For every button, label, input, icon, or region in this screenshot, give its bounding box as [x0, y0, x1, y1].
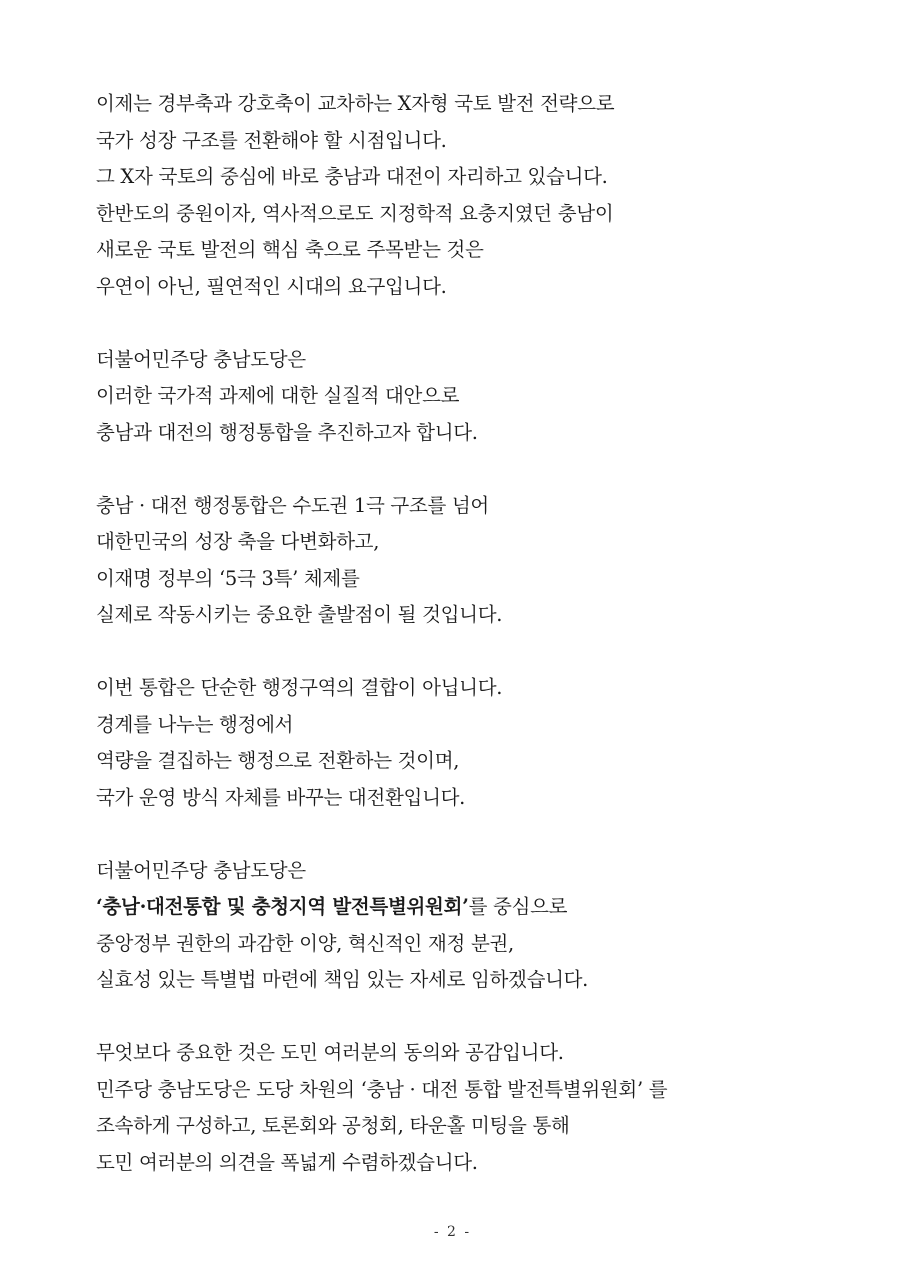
paragraph-spacer: [96, 451, 876, 488]
text-line: 이재명 정부의 ‘5극 3특’ 체제를: [96, 566, 360, 590]
text-line: 이제는 경부축과 강호축이 교차하는 X자형 국토 발전 전략으로: [96, 92, 615, 115]
paragraph-3: [96, 488, 876, 634]
text-line: 더불어민주당 충남도당은: [96, 858, 306, 882]
text-line: 충남 · 대전 행정통합은 수도권 1극 구조를 넘어: [96, 493, 489, 517]
text-line: 민주당 충남도당은 도당 차원의 ‘충남 · 대전 통합 발전특별위원회’ 를: [96, 1077, 668, 1101]
text-line: 조속하게 구성하고, 토론회와 공청회, 타운홀 미팅을 통해: [96, 1114, 570, 1137]
text-line: 실효성 있는 특별법 마련에 책임 있는 자세로 임하겠습니다.: [96, 968, 589, 991]
text-line: 무엇보다 중요한 것은 도민 여러분의 동의와 공감입니다.: [96, 1041, 564, 1064]
document-body: [96, 86, 876, 1181]
text-line: 이러한 국가적 과제에 대한 실질적 대안으로: [96, 384, 460, 407]
text-line: 중앙정부 권한의 과감한 이양, 혁신적인 재정 분권,: [96, 931, 514, 955]
paragraph-1: [96, 86, 876, 305]
paragraph-spacer: [96, 634, 876, 671]
text-line: [96, 889, 876, 926]
paragraph-6: [96, 1035, 876, 1181]
text-line: 그 X자 국토의 중심에 바로 충남과 대전이 자리하고 있습니다.: [96, 165, 608, 188]
text-line: 국가 운영 방식 자체를 바꾸는 대전환입니다.: [96, 785, 466, 809]
text-line: 충남과 대전의 행정통합을 추진하고자 합니다.: [96, 420, 478, 444]
text-line: 새로운 국토 발전의 핵심 축으로 주목받는 것은: [96, 238, 484, 261]
committee-name-bold: ‘충남·대전통합 및 충청지역 발전특별위원회’: [96, 895, 469, 918]
text-run: 를 중심으로: [468, 895, 568, 918]
page-number: - 2 -: [433, 1224, 472, 1240]
text-line: 우연이 아닌, 필연적인 시대의 요구입니다.: [96, 274, 447, 298]
text-line: 대한민국의 성장 축을 다변화하고,: [96, 530, 380, 553]
text-line: 역량을 결집하는 행정으로 전환하는 것이며,: [96, 749, 460, 772]
paragraph-spacer: [96, 999, 876, 1036]
text-line: 이번 통합은 단순한 행정구역의 결합이 아닙니다.: [96, 676, 503, 699]
text-line: 한반도의 중원이자, 역사적으로도 지정학적 요충지였던 충남이: [96, 201, 614, 225]
text-line: 도민 여러분의 의견을 폭넓게 수렴하겠습니다.: [96, 1150, 478, 1174]
text-line: 더불어민주당 충남도당은: [96, 347, 306, 371]
paragraph-4: [96, 670, 876, 816]
text-line: 국가 성장 구조를 전환해야 할 시점입니다.: [96, 128, 447, 152]
text-line: 경계를 나누는 행정에서: [96, 712, 294, 736]
paragraph-spacer: [96, 305, 876, 342]
text-line: 실제로 작동시키는 중요한 출발점이 될 것입니다.: [96, 603, 503, 626]
paragraph-spacer: [96, 816, 876, 853]
paragraph-5: [96, 853, 876, 999]
paragraph-2: [96, 342, 876, 452]
